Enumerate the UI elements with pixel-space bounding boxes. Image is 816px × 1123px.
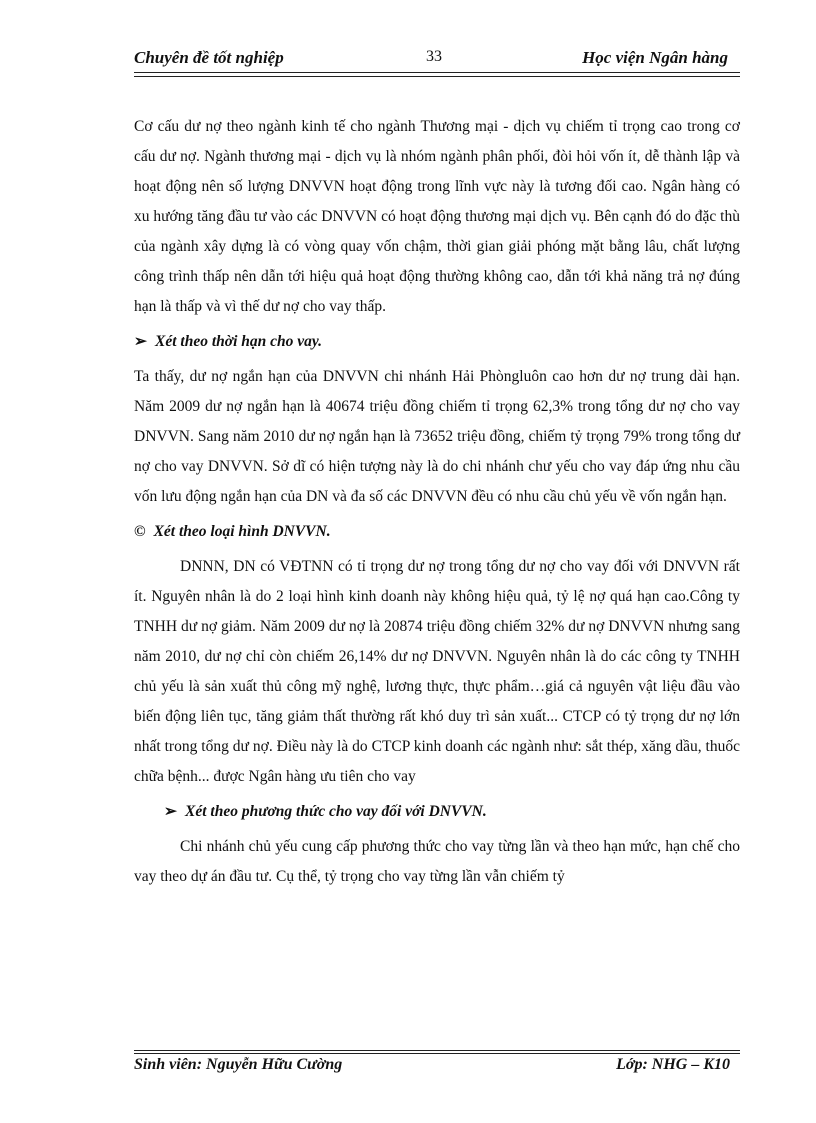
page-header [134, 48, 740, 72]
paragraph-loan-term: Ta thấy, dư nợ ngắn hạn của DNVVN chi nhánh Hải Phòngluôn cao hơn dư nợ trung dài hạn. Năm 2009 dư nợ ngắn hạn là 40674 triệu đồng chiếm tỉ trọng 62,3% trong tổng dư nợ cho vay DNVVN. Sang năm 2010 dư nợ ngắn hạn là 73652 triệu đồng, chiếm tỷ trọng 79% trong tổng dư nợ cho vay DNVVN. Sở dĩ có hiện tượng này là do chi nhánh chư yếu cho vay đáp ứng nhu cầu vốn lưu động ngắn hạn của DN và đa số các DNVVN đều có nhu cầu chủ yếu về vốn ngắn hạn. [134, 368, 740, 505]
footer-rule-thin [134, 1050, 740, 1051]
heading-loan-term [134, 327, 740, 357]
header-title: Chuyên đề tốt nghiệp [134, 48, 284, 67]
footer-student: Sinh viên: Nguyễn Hữu Cường [134, 1056, 343, 1073]
arrow-bullet-icon: ➢ [164, 803, 177, 820]
page-footer [134, 1056, 740, 1080]
page-content [134, 112, 740, 892]
footer-rule [134, 1053, 740, 1054]
header-rule-thin [134, 76, 740, 77]
paragraph-lending-method: Chi nhánh chủ yếu cung cấp phương thức cho vay từng lần và theo hạn mức, hạn chế cho vay theo dự án đầu tư. Cụ thể, tỷ trọng cho vay từng lần vẫn chiếm tỷ [134, 838, 740, 885]
footer-class: Lớp: NHG – K10 [616, 1056, 730, 1073]
heading-text: Xét theo thời hạn cho vay. [155, 333, 323, 350]
paragraph-enterprise-type: DNNN, DN có VĐTNN có tỉ trọng dư nợ trong tổng dư nợ cho vay đối với DNVVN rất ít. Nguyên nhân là do 2 loại hình kinh doanh này không hiệu quả, tỷ lệ nợ quá hạn cao.Công ty TNHH dư nợ giảm. Năm 2009 dư nợ là 20874 triệu đồng chiếm 32% dư nợ DNVVN nhưng sang năm 2010, dư nợ chỉ còn chiếm 26,14% dư nợ DNVVN. Nguyên nhân là do các công ty TNHH chủ yếu là sản xuất thủ công mỹ nghệ, lương thực, thực phẩm…giá cả nguyên vật liệu đầu vào biến động liên tục, tăng giảm thất thường rất khó duy trì sản xuất... CTCP có tỷ trọng dư nợ lớn nhất trong tổng dư nợ. Điều này là do CTCP kinh doanh các ngành như: sắt thép, xăng dầu, thuốc chữa bệnh... được Ngân hàng ưu tiên cho vay [134, 558, 740, 785]
page-number: 33 [426, 48, 442, 65]
heading-text: Xét theo loại hình DNVVN. [153, 523, 331, 540]
heading-enterprise-type [134, 517, 740, 547]
header-rule [134, 72, 740, 73]
header-institution: Học viện Ngân hàng [582, 48, 728, 67]
copyright-bullet-icon: © [134, 523, 146, 540]
paragraph-sector-structure: Cơ cấu dư nợ theo ngành kinh tế cho ngành Thương mại - dịch vụ chiếm tỉ trọng cao trong cơ cấu dư nợ. Ngành thương mại - dịch vụ là nhóm ngành phân phối, đòi hỏi vốn ít, dễ thành lập và hoạt động nên số lượng DNVVN hoạt động trong lĩnh vực này là tương đối cao. Ngân hàng có xu hướng tăng đầu tư vào các DNVVN có hoạt động thương mại dịch vụ. Bên cạnh đó do đặc thù của ngành xây dựng là có vòng quay vốn chậm, thời gian giải phóng mặt bằng lâu, chất lượng công trình thấp nên dẫn tới hiệu quả hoạt động thường không cao, dẫn tới khả năng trả nợ đúng hạn là thấp và vì thế dư nợ cho vay thấp. [134, 118, 740, 315]
arrow-bullet-icon: ➢ [134, 333, 147, 350]
heading-text: Xét theo phương thức cho vay đối với DNVVN. [185, 803, 487, 820]
heading-lending-method [164, 797, 740, 827]
